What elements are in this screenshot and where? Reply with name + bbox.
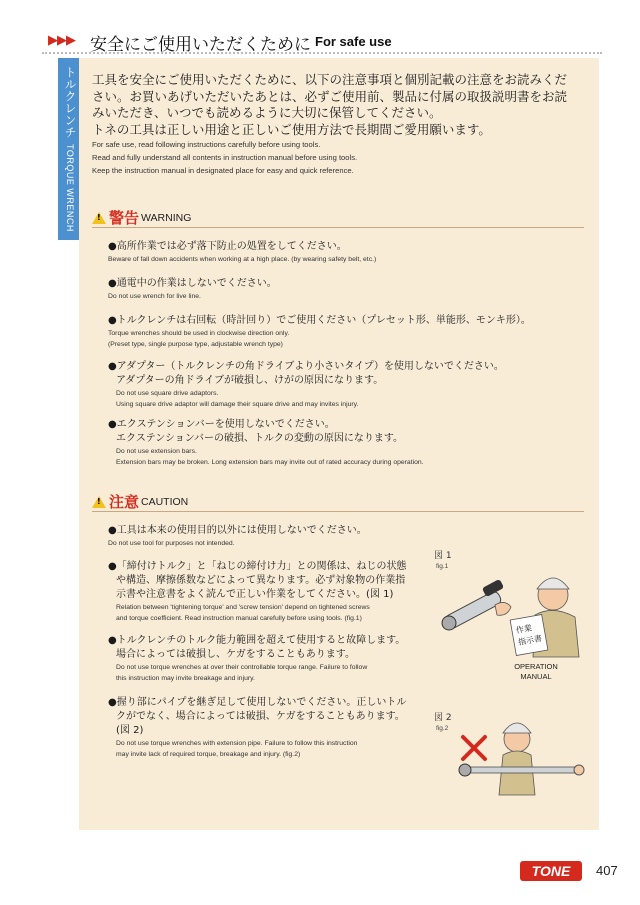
warning-item-jp: ●通電中の作業はしないでください。 [108, 278, 277, 289]
warning-item-jp: ●高所作業では必ず落下防止の処置をしてください。 [108, 241, 347, 252]
worker-figure-icon [499, 723, 535, 795]
warning-divider [92, 227, 584, 228]
caution-item [108, 634, 438, 684]
sidebar-tab-torque-wrench [58, 58, 79, 240]
caution-item-en: this instruction may invite breakage and injury. [116, 675, 255, 682]
intro-en-line: Keep the instruction manual in designated place for easy and quick reference. [92, 166, 354, 175]
warning-label-jp: 警告 [109, 209, 140, 227]
caution-item-jp: 場合によっては破損し、ケガをすることもあります。 [116, 649, 355, 660]
caution-label-jp: 注意 [109, 493, 140, 511]
svg-text:作業: 作業 [515, 623, 533, 636]
caution-triangle-icon: ! [92, 496, 106, 508]
warning-heading [92, 207, 191, 225]
page-number: 407 [596, 863, 618, 878]
caution-item-en: Do not use torque wrenches at over their controllable torque range. Failure to follow [116, 664, 368, 671]
caution-item [108, 524, 438, 549]
warning-item-jp: エクステンションバーの破損、トルクの変動の原因になります。 [116, 433, 404, 444]
caution-item-jp: ●握り部にパイプを継ぎ足して使用しないでください。正しいトル [108, 697, 407, 708]
warning-item-en: Do not use wrench for live line. [108, 293, 201, 300]
warning-item-en: Extension bars may be broken. Long extension bars may invite out of rated accuracy during operation. [116, 459, 424, 466]
warning-label-en: WARNING [141, 211, 192, 224]
warning-item-en: Do not use square drive adaptors. [116, 390, 219, 397]
warning-item [108, 360, 578, 410]
caution-item-en: Do not use tool for purposes not intended. [108, 540, 235, 547]
header-title-jp: 安全にご使用いただくために [90, 35, 311, 55]
fig2-illustration [455, 715, 590, 805]
warning-item-en: Torque wrenches should be used in clockwise direction only. [108, 330, 290, 337]
caution-item-en: and torque coefficient. Read instruction manual carefully before using tools. (fig.1) [116, 615, 362, 622]
intro-jp-line: みいただき、いつでも読めるように大切に保管してください。 [92, 105, 442, 120]
warning-item-jp: ●エクステンションバーを使用しないでください。 [108, 419, 335, 430]
intro-jp-line: トネの工具は正しい用途と正しいご使用方法で長期間ご愛用願います。 [92, 121, 491, 137]
caution-item-jp: ●工具は本来の使用目的以外には使用しないでください。 [108, 525, 367, 536]
warning-item-en: Do not use extension bars. [116, 448, 197, 455]
fig2-label-en: fig.2 [436, 725, 449, 732]
header-divider [42, 52, 602, 54]
sidebar-label-jp: トルクレンチ [63, 66, 77, 138]
warning-item [108, 314, 588, 350]
warning-item-en: Beware of fall down accidents when working at a high place. (by wearing safety belt, etc.) [108, 256, 377, 263]
warning-item [108, 418, 578, 468]
caution-heading [92, 491, 188, 509]
caution-item-en: Relation between 'tightening torque' and 'screw tension' depend on tightened screws [116, 604, 370, 611]
intro-en-line: For safe use, read following instructions carefully before using tools. [92, 140, 321, 149]
caution-item-jp: ●トルクレンチのトルク能力範囲を超えて使用すると故障します。 [108, 635, 406, 646]
fig1-label-jp: 図 1 [434, 551, 452, 561]
warning-item-jp: アダプターの角ドライブが破損し、けがの原因になります。 [116, 375, 384, 386]
fig2-label-jp: 図 2 [434, 713, 452, 723]
intro-jp-line: 工具を安全にご使用いただくために、以下の注意事項と個別記載の注意をお読みくだ [92, 72, 568, 87]
caution-item [108, 560, 438, 624]
caution-item-jp: ●「締付けトルク」と「ねじの締付け力」との関係は、ねじの状態 [108, 561, 407, 572]
fig1-caption: OPERATION MANUAL [514, 662, 558, 681]
warning-item [108, 277, 578, 302]
fig1-label-en: fig.1 [436, 563, 449, 570]
warning-item-en: Using square drive adaptor will damage their square drive and may invites injury. [116, 401, 359, 408]
torque-wrench-icon [442, 579, 504, 630]
sidebar-label-en: TORQUE WRENCH [65, 144, 75, 232]
intro-en-line: Read and fully understand all contents in instruction manual before using tools. [92, 153, 358, 162]
prohibited-x-icon [463, 737, 485, 759]
svg-text:指示書: 指示書 [517, 633, 543, 647]
page-header [42, 28, 602, 54]
warning-item [108, 240, 578, 265]
caution-item-en: may invite lack of required torque, breakage and injury. (fig.2) [116, 751, 301, 758]
caution-item-jp: や構造、摩擦係数などによって異なります。必ず対象物の作業指 [116, 575, 406, 586]
caution-divider [92, 511, 584, 512]
header-arrows-icon: ▶▶▶ [48, 33, 75, 48]
warning-triangle-icon: ! [92, 212, 106, 224]
caution-item-jp: 示書や注意書をよく読んで正しい作業をしてください。(図 1) [116, 589, 394, 600]
warning-item-jp: ●トルクレンチは右回転（時計回り）でご使用ください（プレセット形、単能形、モンキ形）。 [108, 315, 531, 326]
caution-item-en: Do not use torque wrenches with extension pipe. Failure to follow this instruction [116, 740, 358, 747]
fig1-illustration [425, 565, 590, 665]
caution-item-jp: (図 2) [116, 725, 144, 736]
intro-block [92, 72, 592, 177]
header-title-en: For safe use [315, 34, 392, 49]
warning-item-jp: ●アダプター（トルクレンチの角ドライブより小さいタイプ）を使用しないでください。 [108, 361, 504, 372]
intro-jp-line: さい。お買いあげいただいたあとは、必ずご使用前、製品に付属の取扱説明書をお読 [92, 88, 568, 104]
caution-item [108, 696, 438, 760]
caution-label-en: CAUTION [141, 495, 189, 508]
operation-manual-icon [510, 614, 548, 655]
tone-logo: TONE [520, 861, 582, 881]
warning-item-en: (Preset type, single purpose type, adjustable wrench type) [108, 341, 283, 348]
caution-item-jp: クがでなく、場合によっては破損、ケガをすることもあります。 [116, 711, 405, 722]
